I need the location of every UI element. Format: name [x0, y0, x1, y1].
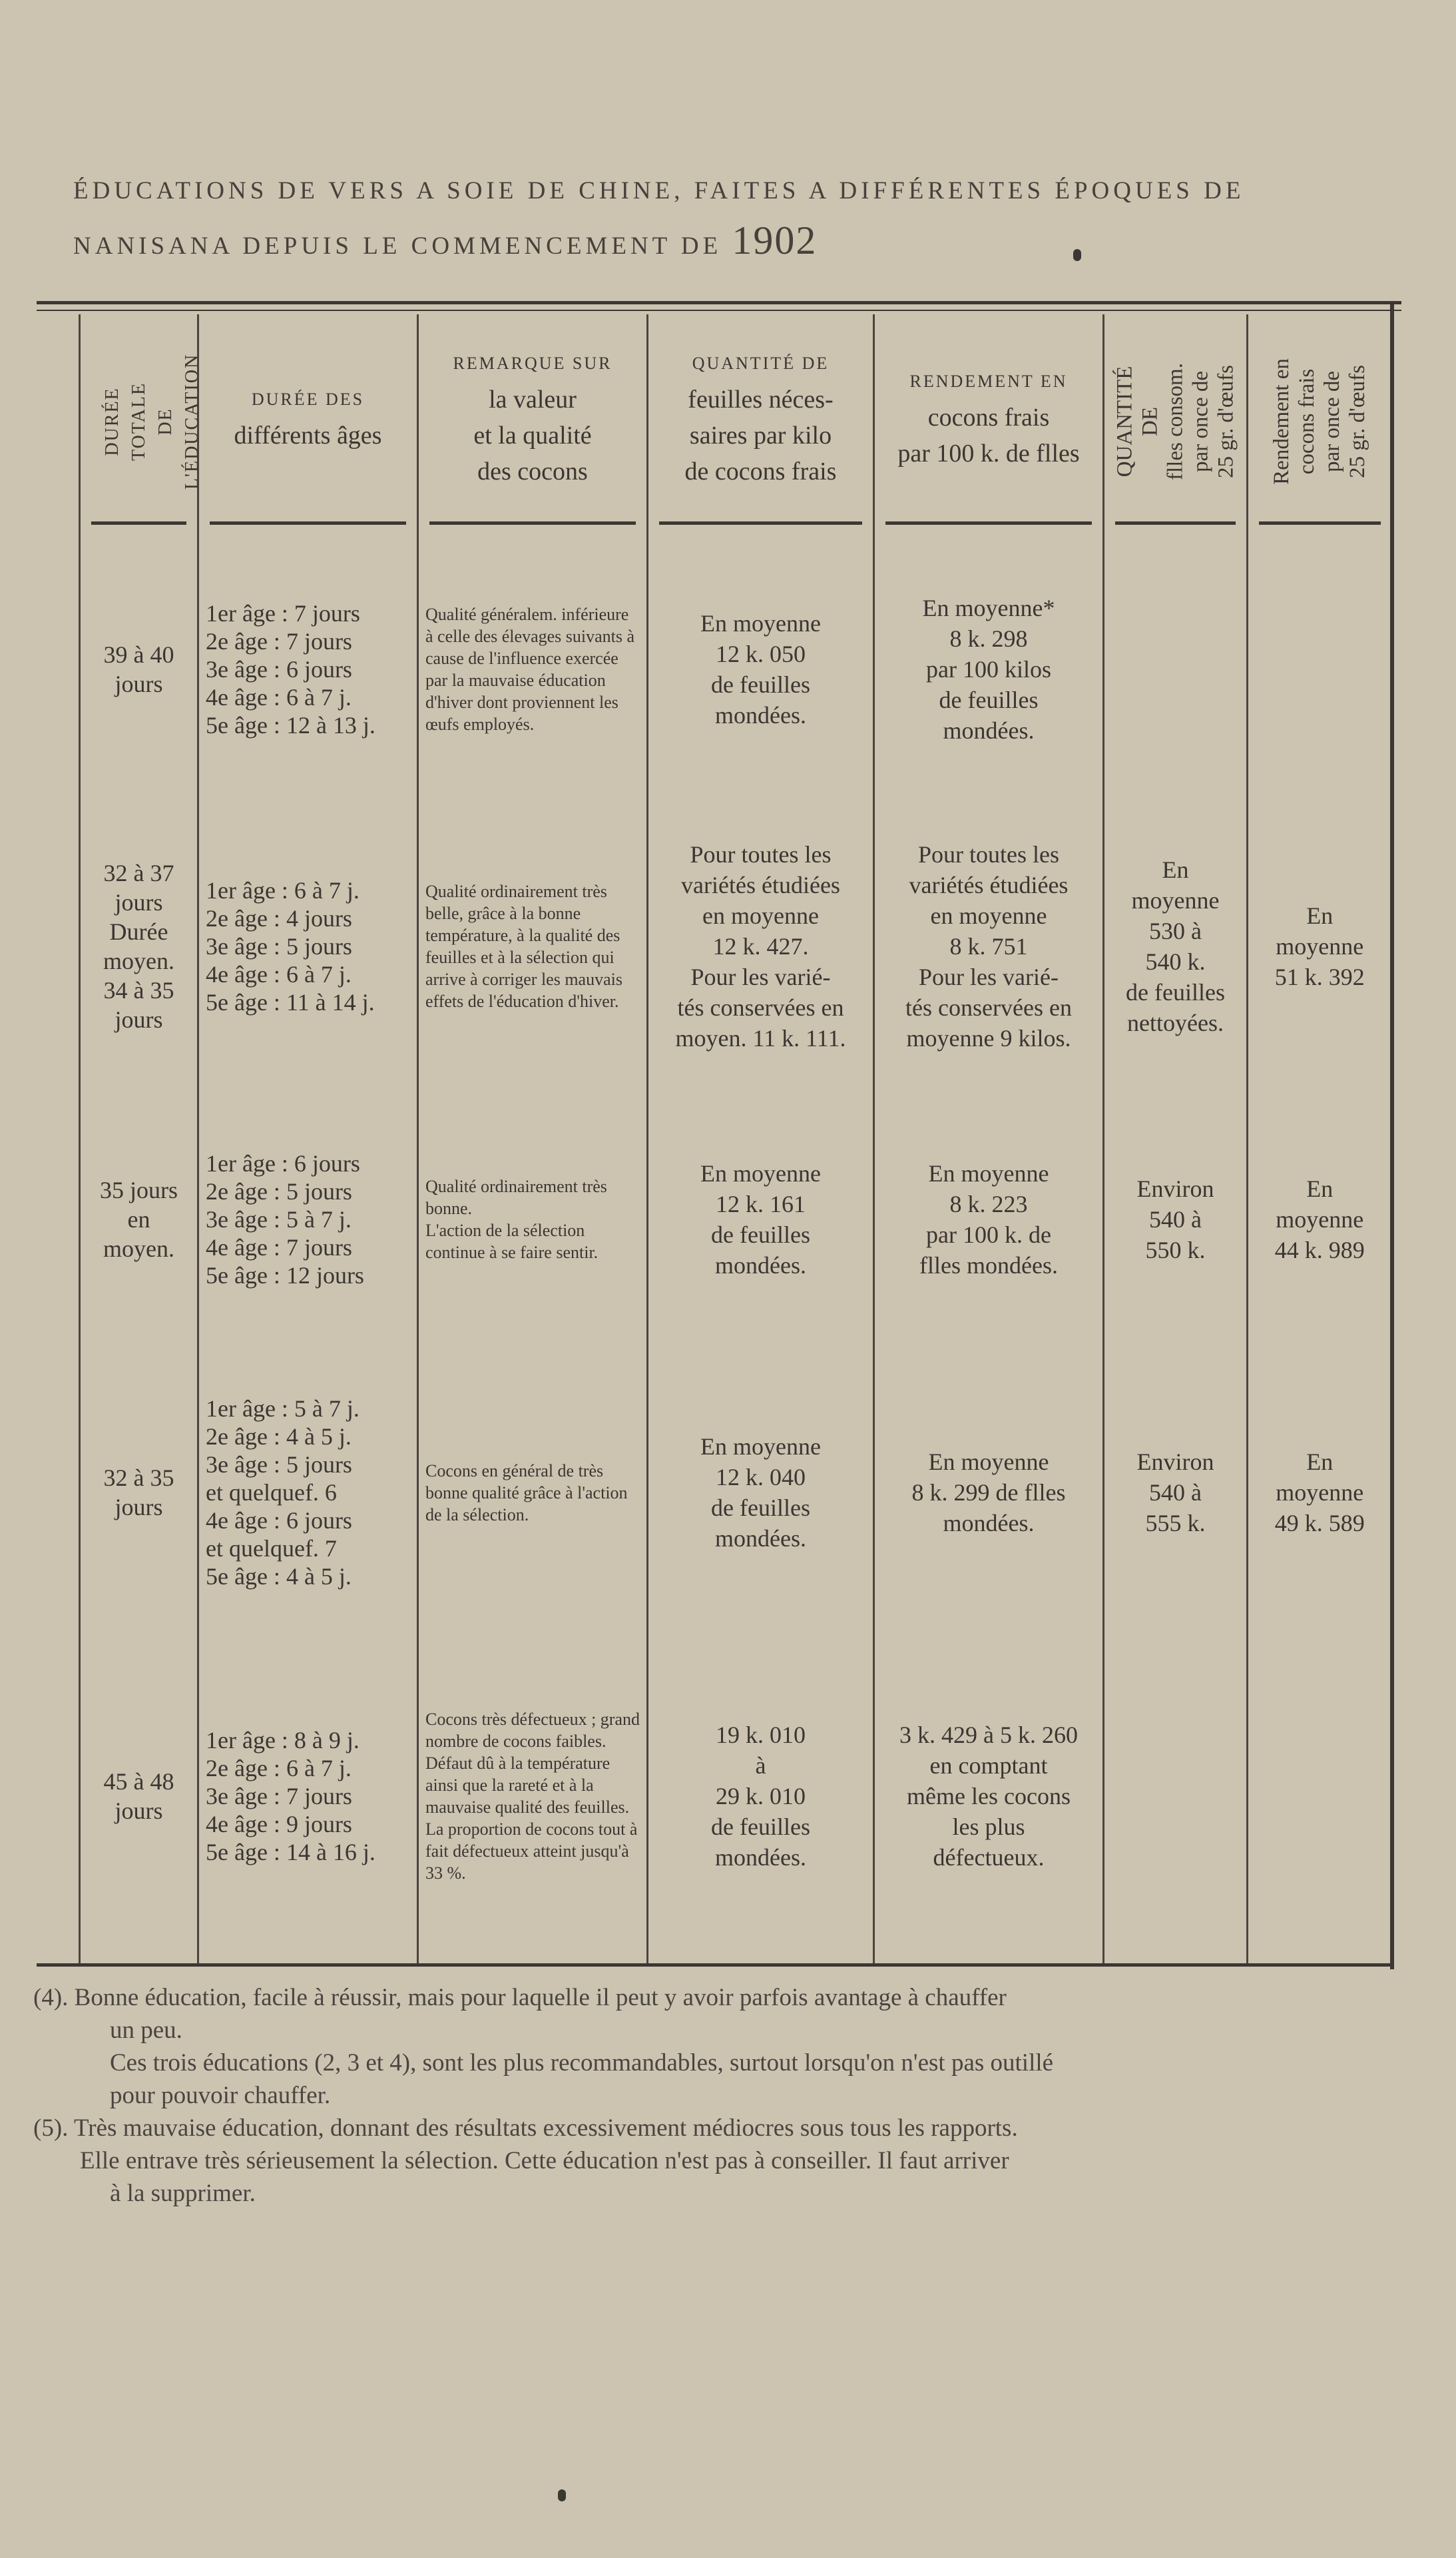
- cell-rendement: 3 k. 429 à 5 k. 260 en comptant même les cocons les plus défectueux.: [874, 1629, 1104, 1963]
- cell-duree: 39 à 40 jours: [80, 529, 198, 810]
- footnote-5: (5). Très mauvaise éducation, donnant des résultats excessivement médiocres sous tous les rapports.: [33, 2114, 1018, 2142]
- table-row: [80, 529, 1391, 810]
- silkworm-table: [79, 314, 1391, 1963]
- table-row: [80, 1356, 1391, 1629]
- cell-ages: 1er âge : 7 jours 2e âge : 7 jours 3e âge : 6 jours 4e âge : 6 à 7 j. 5e âge : 12 à 13 j.: [198, 529, 418, 810]
- cell-quantite: Pour toutes les variétés étudiées en moyenne 12 k. 427. Pour les varié- tés conservées en moyen. 11 k. 111.: [648, 810, 874, 1083]
- footnote-4: (4). Bonne éducation, facile à réussir, mais pour laquelle il peut y avoir parfois avantage à chauffer: [33, 1984, 1007, 2011]
- cell-duree: 32 à 35 jours: [80, 1356, 198, 1629]
- cell-quantite: En moyenne 12 k. 161 de feuilles mondées.: [648, 1083, 874, 1356]
- footnote-5-line: à la supprimer.: [110, 2180, 256, 2207]
- cell-remarque: Qualité ordinairement très bonne. L'action de la sélection continue à se faire sentir.: [418, 1083, 648, 1356]
- cell-consom: [1104, 1629, 1248, 1963]
- cell-consom: En moyenne 530 à 540 k. de feuilles nettoyées.: [1104, 810, 1248, 1083]
- cell-remarque: Cocons très défectueux ; grand nombre de cocons faibles. Défaut dû à la température ainsi que la rareté et à la mauvaise qualité des feuilles. La proportion de cocons tout à fait défectueux atteint jusqu'à 33 %.: [418, 1629, 648, 1963]
- cell-duree: 35 jours en moyen.: [80, 1083, 198, 1356]
- title-line-2-text: NANISANA DEPUIS LE COMMENCEMENT DE: [73, 232, 722, 260]
- table-row: [80, 810, 1391, 1083]
- header-row: [80, 314, 1391, 529]
- cell-remarque: Cocons en général de très bonne qualité grâce à l'action de la sélection.: [418, 1356, 648, 1629]
- title-line-2: [73, 216, 1391, 271]
- cell-rend-once: [1248, 529, 1391, 810]
- cell-rendement: Pour toutes les variétés étudiées en moyenne 8 k. 751 Pour les varié- tés conservées en moyenne 9 kilos.: [874, 810, 1104, 1083]
- table-bottom-rule: [37, 1963, 1391, 1967]
- page-title: [73, 166, 1391, 271]
- footnote-5-line: Elle entrave très sérieusement la sélection. Cette éducation n'est pas à conseiller. Il faut arriver: [80, 2147, 1009, 2174]
- cell-ages: 1er âge : 6 jours 2e âge : 5 jours 3e âge : 5 à 7 j. 4e âge : 7 jours 5e âge : 12 jours: [198, 1083, 418, 1356]
- header-rendement: RENDEMENT EN cocons frais par 100 k. de flles: [874, 314, 1104, 529]
- cell-rend-once: [1248, 1629, 1391, 1963]
- footnote-4-label: (4).: [33, 1984, 69, 2011]
- footnote-5-label: (5).: [33, 2114, 69, 2142]
- header-duree-ages: DURÉE DES différents âges: [198, 314, 418, 529]
- footnote-4-line: pour pouvoir chauffer.: [110, 2082, 331, 2109]
- cell-duree: 45 à 48 jours: [80, 1629, 198, 1963]
- cell-consom: Environ 540 à 555 k.: [1104, 1356, 1248, 1629]
- ink-dot: [558, 2489, 566, 2501]
- cell-consom: Environ 540 à 550 k.: [1104, 1083, 1248, 1356]
- cell-quantite: 19 k. 010 à 29 k. 010 de feuilles mondées.: [648, 1629, 874, 1963]
- header-remarque: REMARQUE SUR la valeur et la qualité des cocons: [418, 314, 648, 529]
- header-duree-totale: DURÉE TOTALE DE L'ÉDUCATION: [80, 314, 198, 529]
- cell-rendement: En moyenne 8 k. 223 par 100 k. de flles mondées.: [874, 1083, 1104, 1356]
- cell-remarque: Qualité généralem. inférieure à celle des élevages suivants à cause de l'influence exercée par la mauvaise éducation d'hiver dont proviennent les œufs employés.: [418, 529, 648, 810]
- ink-dot: [1073, 249, 1081, 261]
- cell-ages: 1er âge : 5 à 7 j. 2e âge : 4 à 5 j. 3e âge : 5 jours et quelquef. 6 4e âge : 6 jours et quelquef. 7 5e âge : 4 à 5 j.: [198, 1356, 418, 1629]
- title-year: 1902: [732, 218, 818, 262]
- header-quantite-consommee: QUANTITÉ DE flles consom. par once de 25 gr. d'œufs: [1104, 314, 1248, 529]
- cell-quantite: En moyenne 12 k. 050 de feuilles mondées.: [648, 529, 874, 810]
- table-top-rule: [37, 301, 1401, 311]
- cell-consom: [1104, 529, 1248, 810]
- cell-rend-once: En moyenne 51 k. 392: [1248, 810, 1391, 1083]
- header-quantite: QUANTITÉ DE feuilles néces- saires par kilo de cocons frais: [648, 314, 874, 529]
- cell-rend-once: En moyenne 44 k. 989: [1248, 1083, 1391, 1356]
- cell-rendement: En moyenne 8 k. 299 de flles mondées.: [874, 1356, 1104, 1629]
- cell-rendement: En moyenne* 8 k. 298 par 100 kilos de feuilles mondées.: [874, 529, 1104, 810]
- footnote-4-line: un peu.: [110, 2017, 182, 2044]
- table-row: [80, 1629, 1391, 1963]
- cell-remarque: Qualité ordinairement très belle, grâce à la bonne température, à la qualité des feuilles et à la sélection qui arrive à corriger les mauvais effets de l'éducation d'hiver.: [418, 810, 648, 1083]
- cell-ages: 1er âge : 8 à 9 j. 2e âge : 6 à 7 j. 3e âge : 7 jours 4e âge : 9 jours 5e âge : 14 à 16 j.: [198, 1629, 418, 1963]
- footnotes: [33, 1981, 1405, 2210]
- header-rendement-once: Rendement en cocons frais par once de 25 gr. d'œufs: [1248, 314, 1391, 529]
- cell-duree: 32 à 37 jours Durée moyen. 34 à 35 jours: [80, 810, 198, 1083]
- table-row: [80, 1083, 1391, 1356]
- cell-ages: 1er âge : 6 à 7 j. 2e âge : 4 jours 3e âge : 5 jours 4e âge : 6 à 7 j. 5e âge : 11 à 14 j.: [198, 810, 418, 1083]
- footnote-4-line: Ces trois éducations (2, 3 et 4), sont les plus recommandables, surtout lorsqu'on n'est pas outillé: [110, 2049, 1054, 2077]
- title-line-1: ÉDUCATIONS DE VERS A SOIE DE CHINE, FAITES A DIFFÉRENTES ÉPOQUES DE: [73, 177, 1245, 204]
- cell-rend-once: En moyenne 49 k. 589: [1248, 1356, 1391, 1629]
- cell-quantite: En moyenne 12 k. 040 de feuilles mondées.: [648, 1356, 874, 1629]
